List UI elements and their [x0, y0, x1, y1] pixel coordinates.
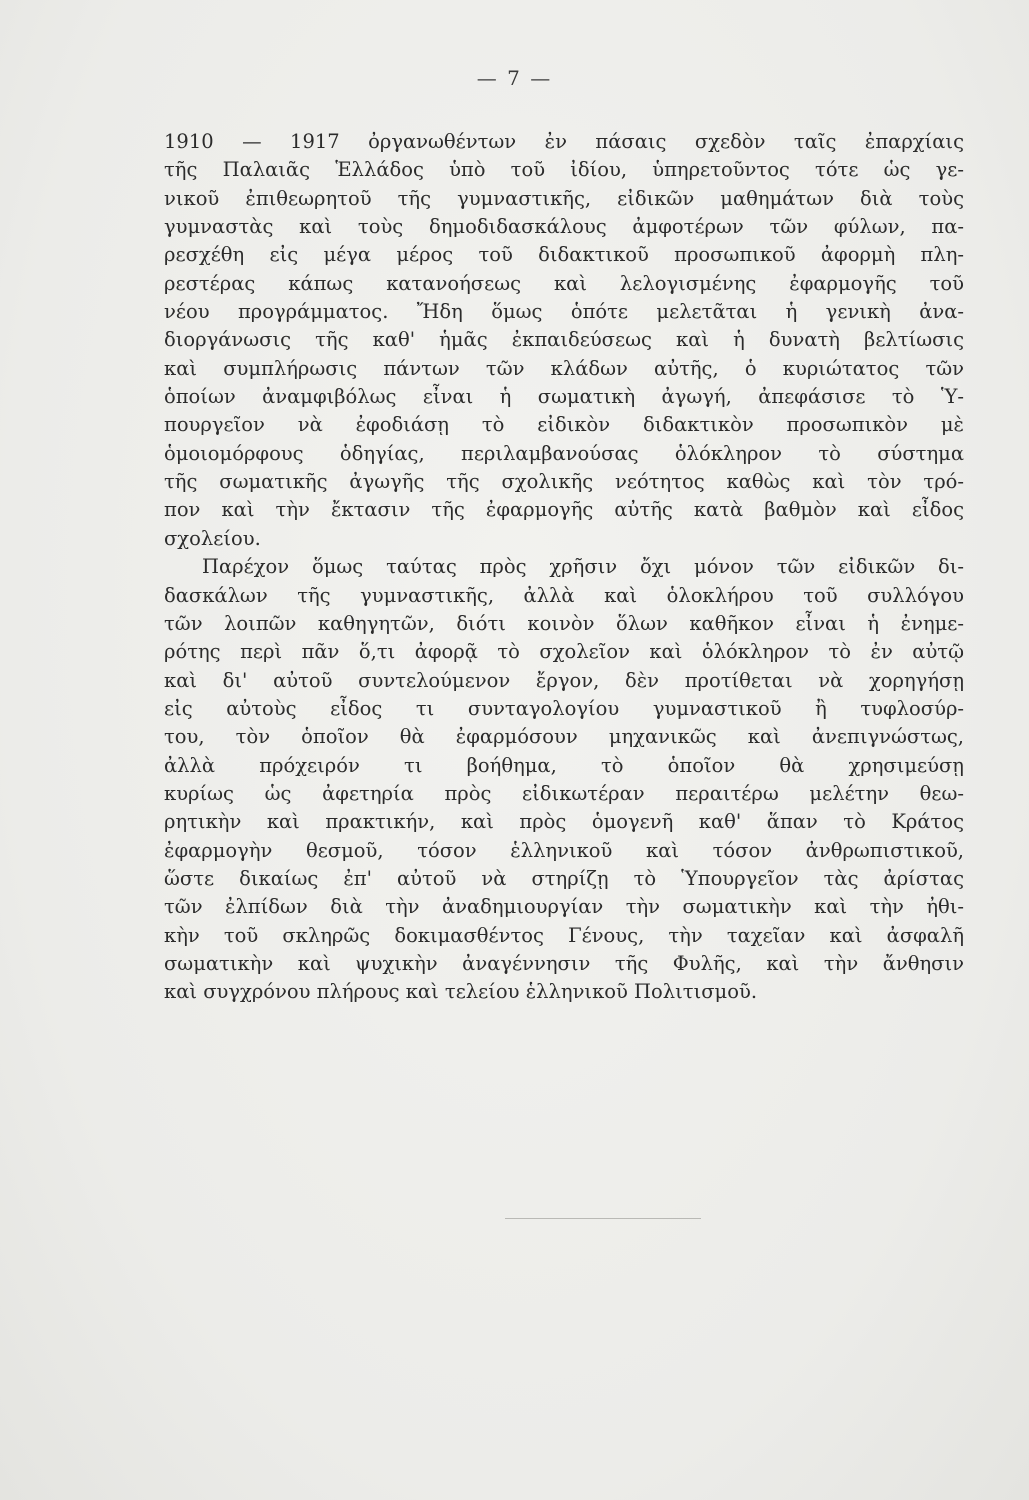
text-line: γυμναστὰς καὶ τοὺς δημοδιδασκάλους ἀμφοτέρων τῶν φύλων, πα-	[164, 215, 964, 239]
text-line: ἀλλὰ πρόχειρόν τι βοήθημα, τὸ ὁποῖον θὰ χρησιμεύσῃ	[164, 753, 964, 777]
text-line: τῆς σωματικῆς ἀγωγῆς τῆς σχολικῆς νεότητος καθὼς καὶ τὸν τρό-	[164, 470, 964, 494]
paragraph-2	[164, 553, 964, 1007]
text-line: καὶ δι' αὐτοῦ συντελούμενον ἔργον, δὲν προτίθεται νὰ χορηγήσῃ	[164, 668, 964, 692]
footnote-rule	[505, 1218, 701, 1219]
paragraph-1	[164, 128, 964, 553]
text-line: καὶ συμπλήρωσις πάντων τῶν κλάδων αὐτῆς, ὁ κυριώτατος τῶν	[164, 356, 964, 380]
text-line: 1910 — 1917 ὀργανωθέντων ἐν πάσαις σχεδὸν ταῖς ἐπαρχίαις	[164, 130, 964, 153]
text-line: ρητικὴν καὶ πρακτικήν, καὶ πρὸς ὁμογενῆ καθ' ἅπαν τὸ Κράτος	[164, 810, 964, 834]
text-line: δασκάλων τῆς γυμναστικῆς, ἀλλὰ καὶ ὁλοκλήρου τοῦ συλλόγου	[164, 583, 964, 607]
text-line: του, τὸν ὁποῖον θὰ ἐφαρμόσουν μηχανικῶς καὶ ἀνεπιγνώστως,	[164, 725, 964, 749]
text-line: διοργάνωσις τῆς καθ' ἡμᾶς ἐκπαιδεύσεως καὶ ἡ δυνατὴ βελτίωσις	[164, 328, 964, 352]
text-line: τῆς Παλαιᾶς Ἑλλάδος ὑπὸ τοῦ ἰδίου, ὑπηρετοῦντος τότε ὡς γε-	[164, 158, 964, 182]
text-line: τῶν ἐλπίδων διὰ τὴν ἀναδημιουργίαν τὴν σωματικὴν καὶ τὴν ἠθι-	[164, 895, 964, 919]
body-text	[164, 128, 964, 1007]
text-line: ρεσχέθη εἰς μέγα μέρος τοῦ διδακτικοῦ προσωπικοῦ ἀφορμὴ πλη-	[164, 243, 964, 267]
text-line: καὶ συγχρόνου πλήρους καὶ τελείου ἑλληνικοῦ Πολιτισμοῦ.	[164, 980, 758, 1004]
page-number: — 7 —	[476, 66, 553, 90]
text-line: εἰς αὐτοὺς εἶδος τι συνταγολογίου γυμναστικοῦ ἢ τυφλοσύρ-	[164, 696, 964, 720]
text-line: ρεστέρας κάπως κατανοήσεως καὶ λελογισμένης ἐφαρμογῆς τοῦ	[164, 271, 964, 295]
text-line: πουργεῖον νὰ ἐφοδιάσῃ τὸ εἰδικὸν διδακτικὸν προσωπικὸν μὲ	[164, 413, 964, 437]
text-line: ρότης περὶ πᾶν ὅ,τι ἀφορᾷ τὸ σχολεῖον καὶ ὁλόκληρον τὸ ἐν αὐτῷ	[164, 640, 964, 664]
text-line: νικοῦ ἐπιθεωρητοῦ τῆς γυμναστικῆς, εἰδικῶν μαθημάτων διὰ τοὺς	[164, 186, 964, 210]
text-line: τῶν λοιπῶν καθηγητῶν, διότι κοινὸν ὅλων καθῆκον εἶναι ἡ ἐνημε-	[164, 611, 964, 635]
text-line: κυρίως ὡς ἀφετηρία πρὸς εἰδικωτέραν περαιτέρω μελέτην θεω-	[164, 781, 964, 805]
text-line: ὁποίων ἀναμφιβόλως εἶναι ἡ σωματικὴ ἀγωγή, ἀπεφάσισε τὸ Ὑ-	[164, 385, 964, 409]
text-line: Παρέχον ὅμως ταύτας πρὸς χρῆσιν ὄχι μόνον τῶν εἰδικῶν δι-	[202, 555, 964, 579]
text-line: σχολείου.	[164, 526, 261, 550]
text-line: ἐφαρμογὴν θεσμοῦ, τόσον ἑλληνικοῦ καὶ τόσον ἀνθρωπιστικοῦ,	[164, 838, 964, 862]
text-line: ὁμοιομόρφους ὁδηγίας, περιλαμβανούσας ὁλόκληρον τὸ σύστημα	[164, 441, 964, 465]
text-line: σωματικὴν καὶ ψυχικὴν ἀναγέννησιν τῆς Φυλῆς, καὶ τὴν ἄνθησιν	[164, 951, 964, 975]
text-line: πον καὶ τὴν ἔκτασιν τῆς ἐφαρμογῆς αὐτῆς κατὰ βαθμὸν καὶ εἶδος	[164, 498, 964, 522]
text-line: κὴν τοῦ σκληρῶς δοκιμασθέντος Γένους, τὴν ταχεῖαν καὶ ἀσφαλῆ	[164, 923, 964, 947]
text-line: νέου προγράμματος. Ἤδη ὅμως ὁπότε μελετᾶται ἡ γενικὴ ἀνα-	[164, 300, 964, 324]
text-line: ὥστε δικαίως ἐπ' αὐτοῦ νὰ στηρίζῃ τὸ Ὑπουργεῖον τὰς ἀρίστας	[164, 866, 964, 890]
